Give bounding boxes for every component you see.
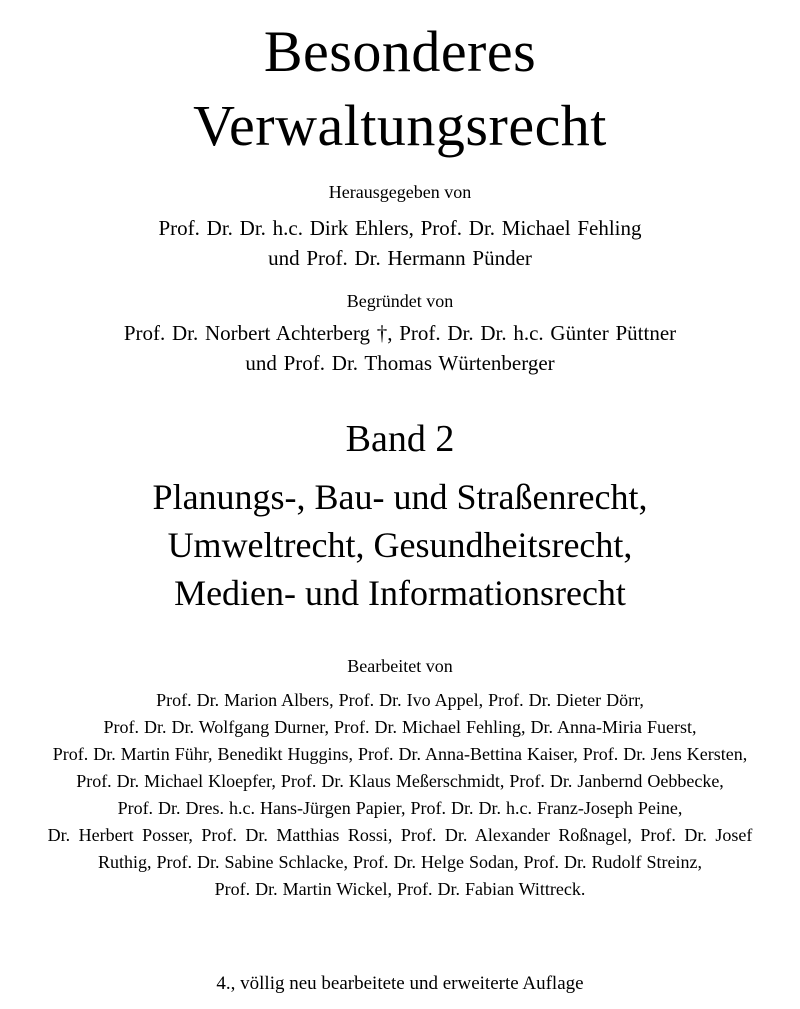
- editors-names: [0, 213, 800, 273]
- founders-line-1: Prof. Dr. Norbert Achterberg †, Prof. Dr. Dr. h.c. Günter Püttner: [123, 321, 677, 345]
- editors-line-2: und Prof. Dr. Hermann Pünder: [268, 246, 532, 270]
- volume-subtitle: [0, 473, 800, 617]
- volume-subtitle-line-3: Medien- und Informationsrecht: [174, 573, 626, 613]
- book-title-line-2: Verwaltungsrecht: [193, 93, 607, 158]
- editors-line-1: Prof. Dr. Dr. h.c. Dirk Ehlers, Prof. Dr. Michael Fehling: [158, 216, 642, 240]
- contributors-line: Prof. Dr. Dr. Wolfgang Durner, Prof. Dr. Michael Fehling, Dr. Anna-Miria Fuerst,: [103, 717, 697, 737]
- founded-by-label: Begründet von: [346, 291, 454, 311]
- contributors-line: Prof. Dr. Martin Wickel, Prof. Dr. Fabian Wittreck.: [214, 879, 586, 899]
- edition-note: 4., völlig neu bearbeitete und erweiterte Auflage: [216, 973, 584, 994]
- contributors-line: Prof. Dr. Michael Kloepfer, Prof. Dr. Klaus Meßerschmidt, Prof. Dr. Janbernd Oebbecke,: [76, 771, 724, 791]
- volume-number: Band 2: [345, 418, 455, 460]
- volume-subtitle-line-2: Umweltrecht, Gesundheitsrecht,: [167, 525, 633, 565]
- contributors-line: Prof. Dr. Martin Führ, Benedikt Huggins, Prof. Dr. Anna-Bettina Kaiser, Prof. Dr. Jens Kersten,: [52, 744, 748, 764]
- contributors-line: Dr. Herbert Posser, Prof. Dr. Matthias Rossi, Prof. Dr. Alexander Roßnagel, Prof. Dr. Josef: [47, 825, 753, 845]
- prepared-by-label: Bearbeitet von: [347, 656, 453, 676]
- edited-by-label: Herausgegeben von: [328, 182, 472, 202]
- contributors-line: Ruthig, Prof. Dr. Sabine Schlacke, Prof. Dr. Helge Sodan, Prof. Dr. Rudolf Streinz,: [98, 852, 702, 872]
- volume-subtitle-line-1: Planungs-, Bau- und Straßenrecht,: [152, 477, 648, 517]
- founders-line-2: und Prof. Dr. Thomas Würtenberger: [245, 351, 555, 375]
- founders-names: [0, 318, 800, 378]
- contributors-line: Prof. Dr. Dres. h.c. Hans-Jürgen Papier, Prof. Dr. Dr. h.c. Franz-Joseph Peine,: [117, 798, 683, 818]
- book-title-line-1: Besonderes: [263, 19, 537, 84]
- book-title: [0, 15, 800, 163]
- contributors-list: [0, 687, 800, 903]
- contributors-line: Prof. Dr. Marion Albers, Prof. Dr. Ivo Appel, Prof. Dr. Dieter Dörr,: [156, 690, 644, 710]
